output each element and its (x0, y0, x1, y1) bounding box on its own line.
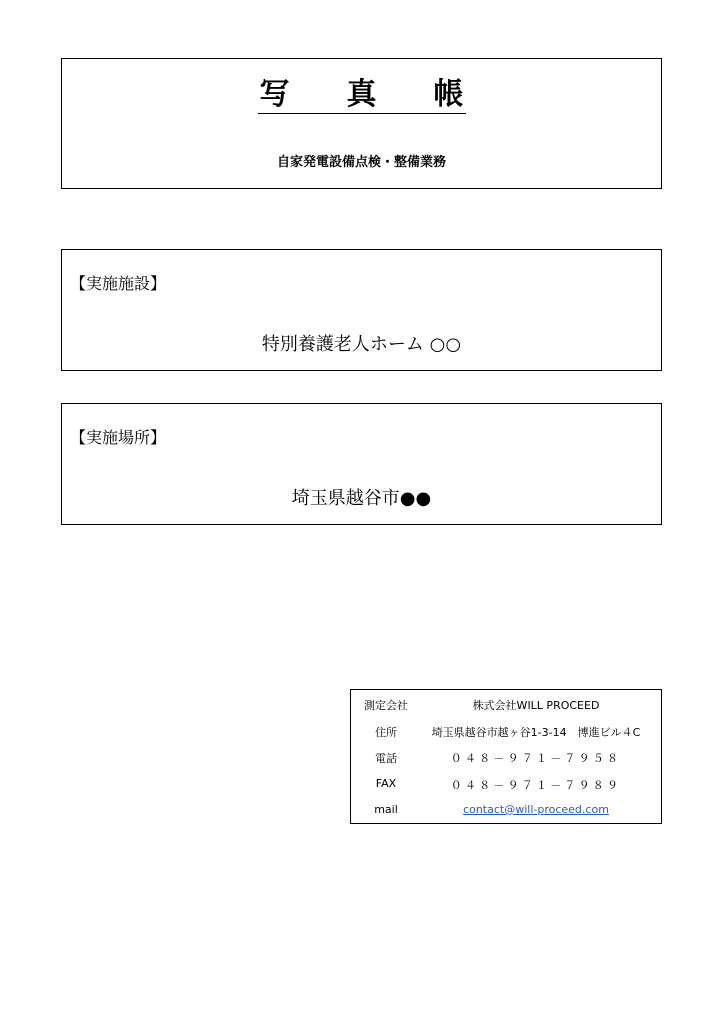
location-section (61, 403, 662, 525)
contact-row-company (351, 697, 661, 723)
facility-section (61, 249, 662, 371)
contact-row-address (351, 724, 661, 750)
facility-value: 特別養護老人ホーム ○○ (261, 334, 462, 355)
company-key: 測定会社 (364, 699, 408, 712)
document-subtitle: 自家発電設備点検・整備業務 (276, 155, 446, 170)
title-char-1: 写 (259, 77, 290, 112)
mail-value (411, 803, 661, 816)
title-char-2: 真 (346, 77, 377, 112)
location-label: 【実施場所】 (70, 428, 167, 447)
fax-key: FAX (375, 777, 397, 790)
contact-row-phone (351, 750, 661, 776)
phone-value: ０４８－９７１－７９５８ (450, 752, 622, 765)
company-value: 株式会社WILL PROCEED (472, 699, 600, 712)
facility-label: 【実施施設】 (70, 274, 167, 293)
fax-value: ０４８－９７１－７９８９ (450, 779, 622, 792)
title-char-3: 帳 (433, 77, 464, 112)
contact-row-mail (351, 803, 661, 829)
address-key: 住所 (375, 726, 397, 739)
phone-key: 電話 (375, 752, 397, 765)
address-value: 埼玉県越谷市越ヶ谷1-3-14 博進ビル４C (431, 726, 641, 739)
document-title (62, 77, 661, 114)
mail-key: mail (374, 803, 398, 816)
email-link[interactable]: contact@will-proceed.com (463, 803, 609, 816)
contact-info-table (350, 689, 662, 824)
location-value: 埼玉県越谷市●● (291, 488, 432, 509)
contact-row-fax (351, 777, 661, 803)
title-section (61, 58, 662, 189)
